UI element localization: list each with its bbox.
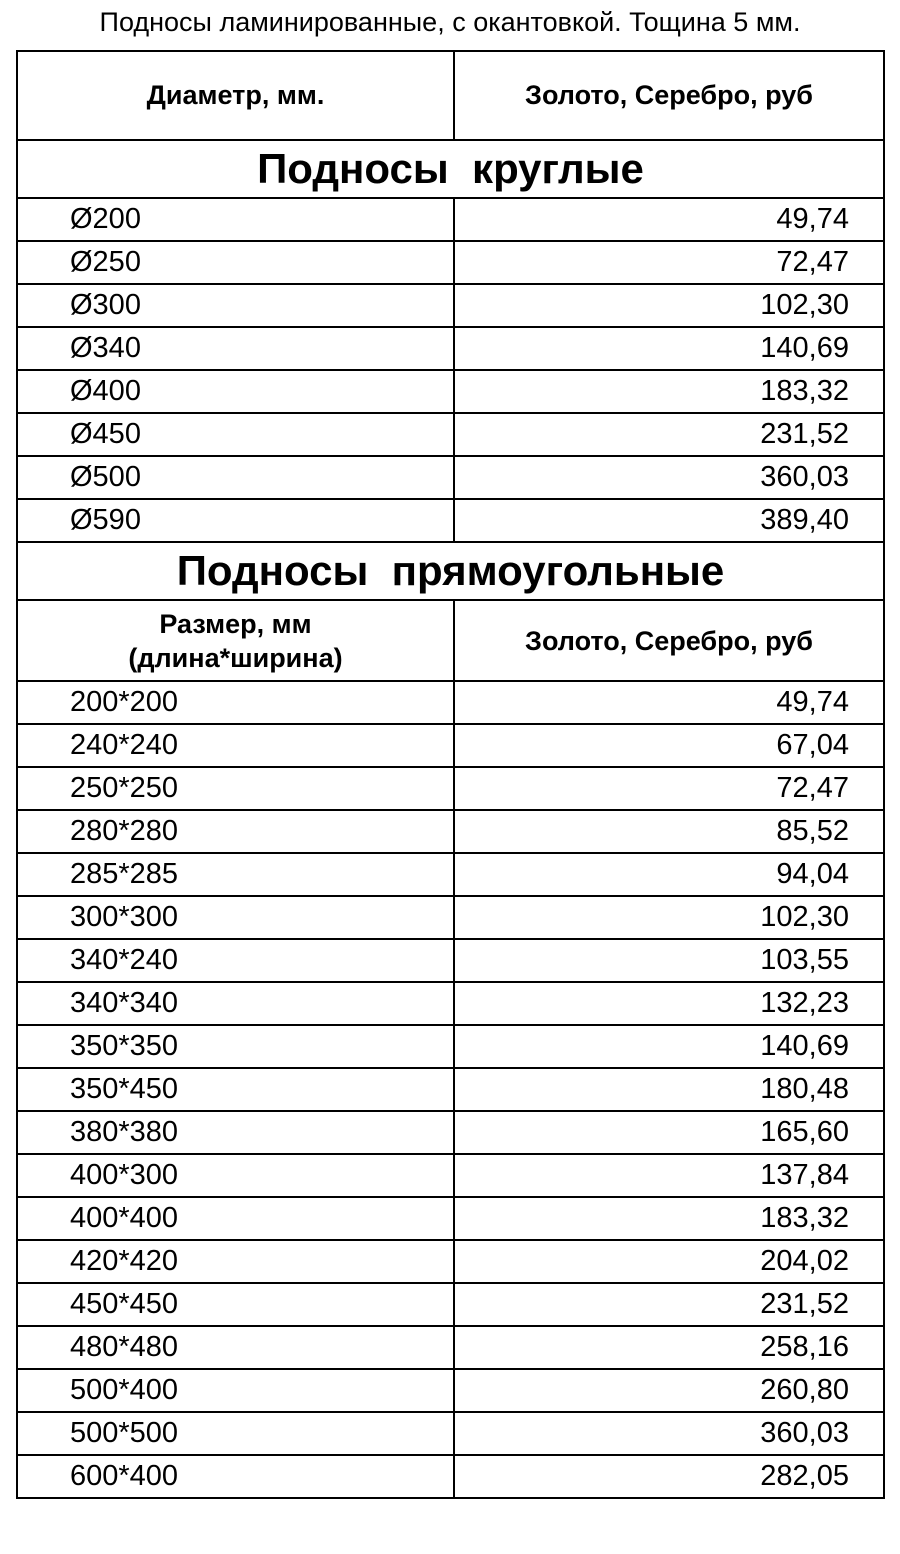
price-cell: 140,69 <box>454 1025 884 1068</box>
price-cell: 183,32 <box>454 370 884 413</box>
price-cell: 204,02 <box>454 1240 884 1283</box>
price-cell: 165,60 <box>454 1111 884 1154</box>
table-row <box>17 1068 884 1111</box>
table-row <box>17 499 884 542</box>
price-cell: 102,30 <box>454 896 884 939</box>
table-row <box>17 853 884 896</box>
price-cell: 180,48 <box>454 1068 884 1111</box>
rect-section-title: Подносы прямоугольные <box>17 542 884 600</box>
size-cell: 500*400 <box>17 1369 454 1412</box>
price-cell: 102,30 <box>454 284 884 327</box>
size-cell: 400*400 <box>17 1197 454 1240</box>
size-cell: Ø400 <box>17 370 454 413</box>
size-cell: Ø200 <box>17 198 454 241</box>
rect-col-size-line1: Размер, мм <box>159 608 312 639</box>
table-row <box>17 456 884 499</box>
size-cell: 450*450 <box>17 1283 454 1326</box>
price-cell: 49,74 <box>454 681 884 724</box>
size-cell: Ø340 <box>17 327 454 370</box>
document-title: Подносы ламинированные, с окантовкой. Тощина 5 мм. <box>99 7 801 37</box>
price-cell: 140,69 <box>454 327 884 370</box>
price-cell: 389,40 <box>454 499 884 542</box>
table-row <box>17 1240 884 1283</box>
price-cell: 231,52 <box>454 413 884 456</box>
size-cell: 280*280 <box>17 810 454 853</box>
price-cell: 282,05 <box>454 1455 884 1498</box>
round-header-row <box>17 51 884 140</box>
table-row <box>17 896 884 939</box>
rect-col-size-header <box>17 600 454 681</box>
price-cell: 94,04 <box>454 853 884 896</box>
size-cell: Ø590 <box>17 499 454 542</box>
size-cell: 500*500 <box>17 1412 454 1455</box>
size-cell: 240*240 <box>17 724 454 767</box>
size-cell: 350*450 <box>17 1068 454 1111</box>
price-cell: 132,23 <box>454 982 884 1025</box>
size-cell: 340*340 <box>17 982 454 1025</box>
price-cell: 231,52 <box>454 1283 884 1326</box>
round-col-size-header: Диаметр, мм. <box>17 51 454 140</box>
round-section-row <box>17 140 884 198</box>
price-cell: 67,04 <box>454 724 884 767</box>
price-cell: 72,47 <box>454 241 884 284</box>
price-cell: 103,55 <box>454 939 884 982</box>
rect-col-price-header: Золото, Серебро, руб <box>454 600 884 681</box>
size-cell: 300*300 <box>17 896 454 939</box>
table-row <box>17 767 884 810</box>
table-row <box>17 327 884 370</box>
size-cell: 340*240 <box>17 939 454 982</box>
size-cell: Ø250 <box>17 241 454 284</box>
table-row <box>17 1154 884 1197</box>
price-cell: 360,03 <box>454 1412 884 1455</box>
price-table <box>16 50 885 1499</box>
size-cell: 380*380 <box>17 1111 454 1154</box>
table-row <box>17 1369 884 1412</box>
table-row <box>17 1025 884 1068</box>
size-cell: 285*285 <box>17 853 454 896</box>
table-row <box>17 1412 884 1455</box>
size-cell: 480*480 <box>17 1326 454 1369</box>
table-row <box>17 241 884 284</box>
price-cell: 72,47 <box>454 767 884 810</box>
table-row <box>17 1197 884 1240</box>
table-row <box>17 1455 884 1498</box>
rect-col-size-line2: (длина*ширина) <box>128 642 343 673</box>
table-row <box>17 198 884 241</box>
price-cell: 49,74 <box>454 198 884 241</box>
price-cell: 85,52 <box>454 810 884 853</box>
table-row <box>17 724 884 767</box>
table-row <box>17 1111 884 1154</box>
price-cell: 260,80 <box>454 1369 884 1412</box>
table-row <box>17 284 884 327</box>
rect-header-row <box>17 600 884 681</box>
round-section-title: Подносы круглые <box>17 140 884 198</box>
size-cell: 600*400 <box>17 1455 454 1498</box>
round-col-price-header: Золото, Серебро, руб <box>454 51 884 140</box>
price-cell: 258,16 <box>454 1326 884 1369</box>
size-cell: Ø500 <box>17 456 454 499</box>
table-row <box>17 810 884 853</box>
table-row <box>17 939 884 982</box>
size-cell: Ø300 <box>17 284 454 327</box>
table-row <box>17 413 884 456</box>
size-cell: 400*300 <box>17 1154 454 1197</box>
price-cell: 137,84 <box>454 1154 884 1197</box>
rect-section-row <box>17 542 884 600</box>
size-cell: Ø450 <box>17 413 454 456</box>
size-cell: 250*250 <box>17 767 454 810</box>
table-row <box>17 982 884 1025</box>
size-cell: 420*420 <box>17 1240 454 1283</box>
size-cell: 350*350 <box>17 1025 454 1068</box>
table-row <box>17 681 884 724</box>
table-row <box>17 1326 884 1369</box>
price-cell: 360,03 <box>454 456 884 499</box>
table-row <box>17 370 884 413</box>
price-cell: 183,32 <box>454 1197 884 1240</box>
table-row <box>17 1283 884 1326</box>
size-cell: 200*200 <box>17 681 454 724</box>
